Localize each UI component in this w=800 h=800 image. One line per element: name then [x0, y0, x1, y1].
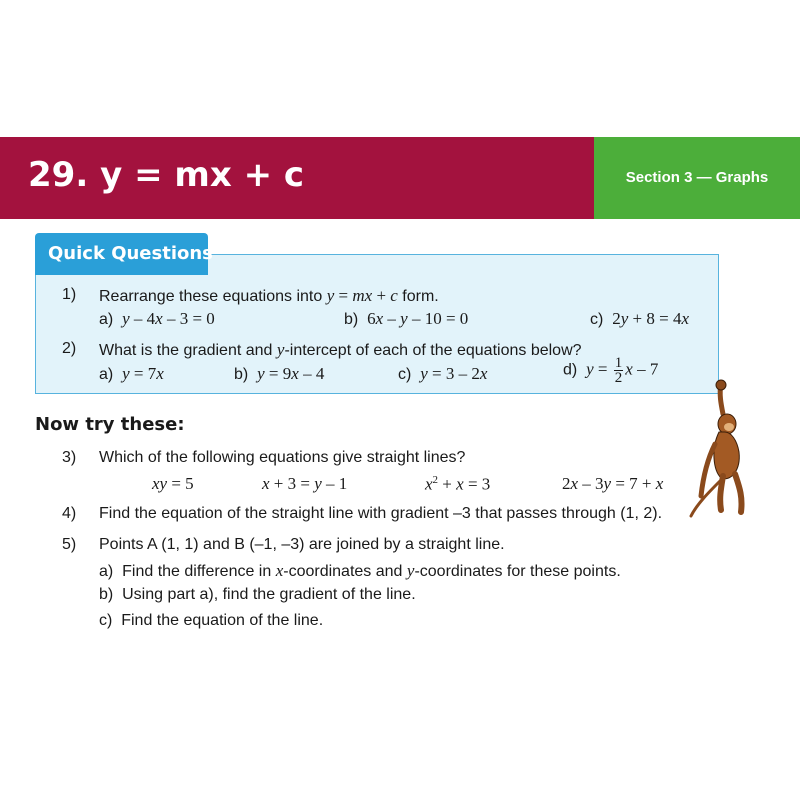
q2-text: What is the gradient and y-intercept of each of the equations below? — [99, 340, 582, 359]
q3-eq2: x + 3 = y – 1 — [262, 474, 348, 493]
q2-number: 2) — [62, 340, 77, 357]
q2b: b) y = 9x – 4 — [234, 364, 325, 383]
q3-number: 3) — [62, 449, 77, 466]
q1b: b) 6x – y – 10 = 0 — [344, 309, 469, 328]
q3-eq1: xy = 5 — [152, 474, 194, 493]
q5a: a) Find the difference in x-coordinates and y-coordinates for these points. — [99, 561, 621, 580]
q1a: a) y – 4x – 3 = 0 — [99, 309, 215, 328]
q1-number: 1) — [62, 286, 77, 303]
q2d: d) y = $\frac{1}{2}$ x – 7 — [563, 355, 659, 386]
q2a: a) y = 7x — [99, 364, 164, 383]
q3-eq4: 2x – 3y = 7 + x — [562, 474, 664, 493]
now-try-heading: Now try these: — [35, 414, 185, 435]
q5-text: Points A (1, 1) and B (–1, –3) are joined by a straight line. — [99, 536, 505, 553]
q4-text: Find the equation of the straight line with gradient –3 that passes through (1, 2). — [99, 505, 663, 522]
q5c: c) Find the equation of the line. — [99, 612, 324, 629]
title-banner — [0, 137, 594, 219]
q1-text: Rearrange these equations into y = mx + c form. — [99, 286, 439, 305]
monkey-illustration — [685, 378, 755, 528]
q5-number: 5) — [62, 536, 77, 553]
quick-questions-tab — [35, 233, 213, 275]
page-title: 29. y = mx + c — [28, 155, 305, 195]
q3-text: Which of the following equations give straight lines? — [99, 449, 466, 466]
q3-eq3: $x^2 + x = 3$ — [425, 474, 491, 494]
q5b: b) Using part a), find the gradient of the line. — [99, 586, 416, 603]
q4-number: 4) — [62, 505, 77, 522]
q1c: c) 2y + 8 = 4x — [590, 309, 689, 328]
section-banner — [594, 137, 800, 219]
quick-questions-heading: Quick Questions — [48, 243, 213, 264]
q2c: c) y = 3 – 2x — [398, 364, 488, 383]
fraction: $\frac{1}{2}$ — [614, 355, 623, 386]
section-label: Section 3 — Graphs — [625, 169, 769, 186]
page-header — [0, 137, 800, 219]
